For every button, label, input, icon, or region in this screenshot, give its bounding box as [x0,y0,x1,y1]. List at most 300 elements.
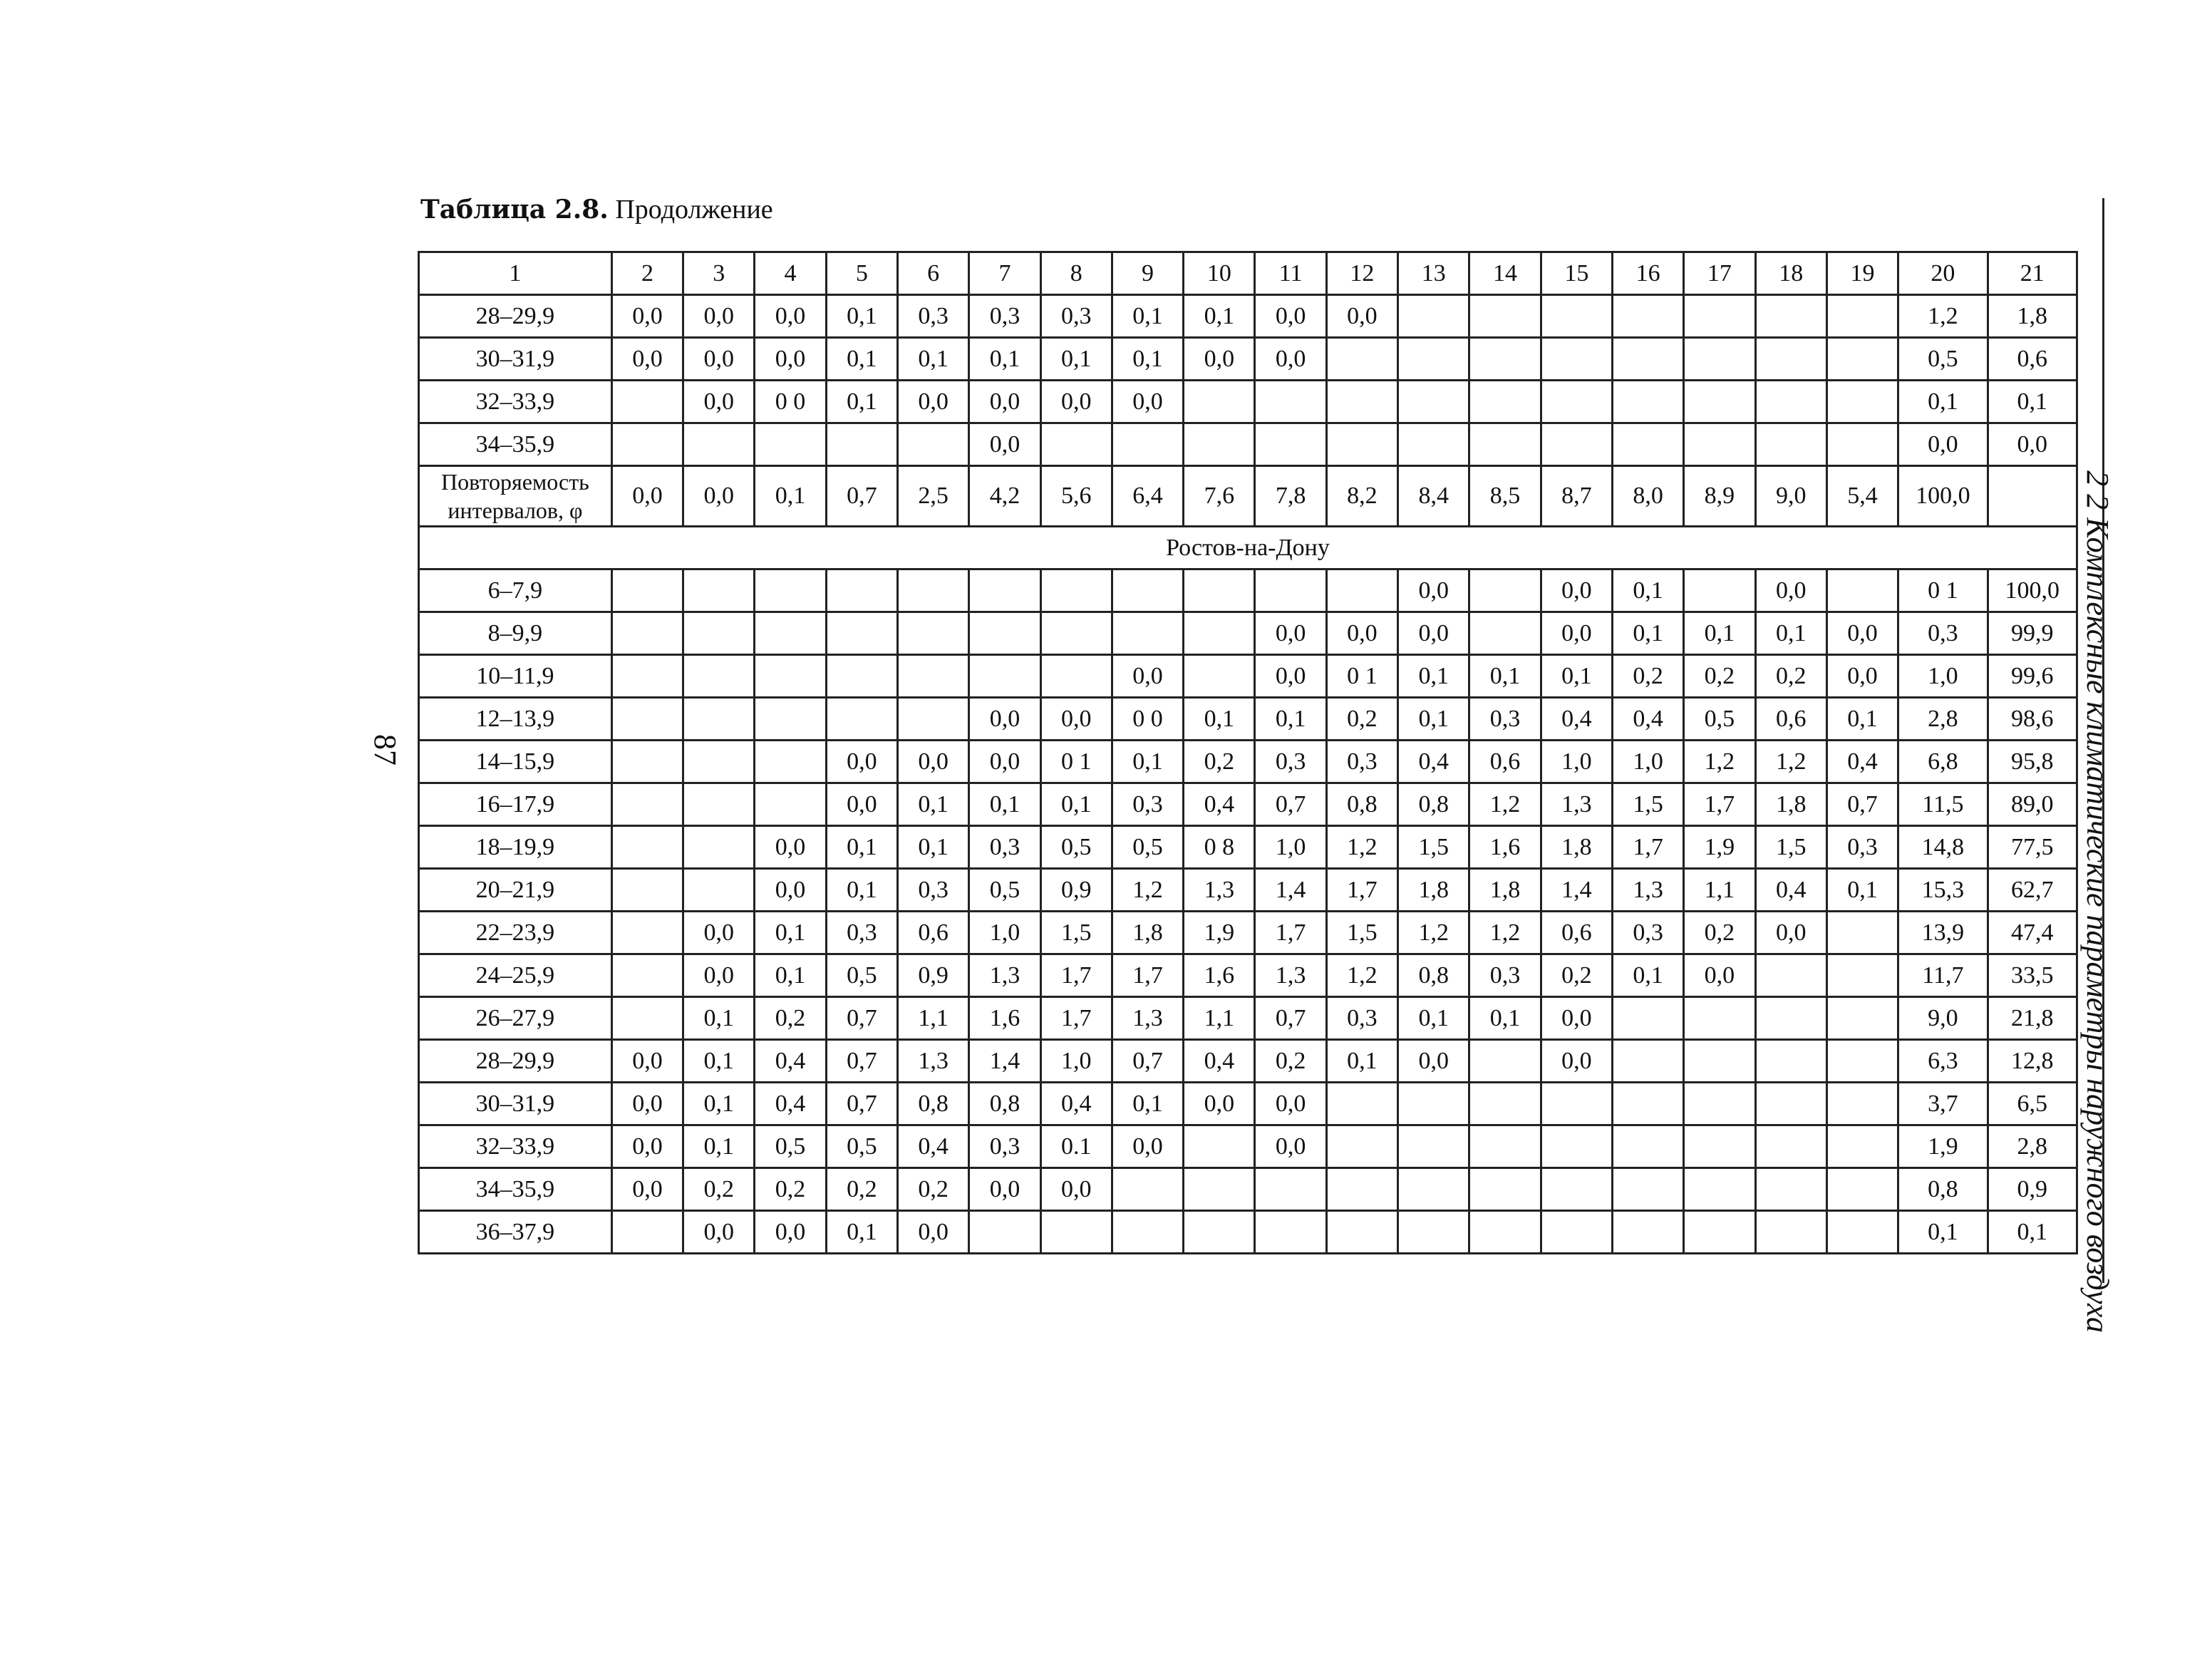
table-cell: 7,8 [1255,466,1326,527]
table-cell: 0,0 [1255,338,1326,381]
table-row [419,1083,2077,1125]
table-row [419,741,2077,783]
table-cell [1612,1125,1683,1168]
table-cell: 0,3 [1826,826,1898,869]
table-cell: 0,0 [1184,1083,1255,1125]
table-cell: 0,0 [969,381,1040,423]
table-cell: 0,1 [826,1211,897,1254]
table-cell [1684,381,1755,423]
table-cell [1541,1211,1612,1254]
table-cell: 0,0 [683,295,755,338]
table-cell [1612,338,1683,381]
table-cell: 5 [826,252,897,295]
table-cell [1612,423,1683,466]
table-cell: 0,1 [898,826,969,869]
running-head: 2 2 Комплексные климатические параметры наружного воздуха [2080,470,2115,1333]
table-cell: 0,3 [1255,741,1326,783]
table-cell: 0,0 [1255,655,1326,698]
table-cell: 0,0 [969,698,1040,741]
table-cell: 0,2 [1326,698,1397,741]
table-cell: 0,1 [1541,655,1612,698]
table-cell: 0,3 [898,295,969,338]
table-cell: 6,4 [1112,466,1183,527]
table-cell: 1,3 [969,954,1040,997]
table-cell: 77,5 [1988,826,2077,869]
table-cell: 21,8 [1988,997,2077,1040]
table-cell: 0,5 [826,954,897,997]
table-cell [683,741,755,783]
table-cell: 0,0 [1684,954,1755,997]
table-cell: 0,0 [611,1083,683,1125]
table-cell: 17 [1684,252,1755,295]
table-cell: 0,0 [1755,912,1826,954]
table-cell: 9,0 [1898,997,1988,1040]
table-cell: 0,0 [611,1125,683,1168]
table-cell: 0,0 [1826,612,1898,655]
table-cell: 0,7 [826,997,897,1040]
table-cell: 1,7 [1684,783,1755,826]
table-cell: 0,1 [1112,741,1183,783]
table-cell: 1,1 [898,997,969,1040]
table-cell: 0,0 [755,869,826,912]
table-cell: 0,0 [611,1168,683,1211]
table-cell: 0,3 [826,912,897,954]
table-row [419,1125,2077,1168]
table-cell [611,741,683,783]
table-cell [826,655,897,698]
table-cell [1684,338,1755,381]
table-cell: 0,3 [1898,612,1988,655]
table-cell [1541,423,1612,466]
table-cell [1112,569,1183,612]
row-label-cell: 34–35,9 [419,1168,612,1211]
table-cell: 0 8 [1184,826,1255,869]
table-row [419,338,2077,381]
row-label-cell: 30–31,9 [419,338,612,381]
table-cell: 0,1 [1612,612,1683,655]
table-cell [683,423,755,466]
table-cell: 0,3 [1469,954,1541,997]
table-cell: 6,8 [1898,741,1988,783]
table-cell [1541,295,1612,338]
table-cell [611,1211,683,1254]
table-cell: 11,5 [1898,783,1988,826]
table-cell [1326,1125,1397,1168]
table-cell [683,783,755,826]
table-cell: 0,0 [755,826,826,869]
table-cell: 0,1 [1255,698,1326,741]
table-cell: 20 [1898,252,1988,295]
table-cell [1184,1211,1255,1254]
row-label-cell: 26–27,9 [419,997,612,1040]
row-label-cell: 30–31,9 [419,1083,612,1125]
table-cell: 1,3 [1541,783,1612,826]
table-cell: 1,5 [1398,826,1469,869]
table-cell: 0 1 [1326,655,1397,698]
table-cell: 0,0 [1112,1125,1183,1168]
table-cell: 0,1 [683,1125,755,1168]
table-cell: 0,5 [755,1125,826,1168]
table-cell: 1,9 [1898,1125,1988,1168]
table-cell: 12 [1326,252,1397,295]
table-cell: 13 [1398,252,1469,295]
table-cell [1112,1168,1183,1211]
table-cell: 0,2 [898,1168,969,1211]
table-cell: 0,0 [969,423,1040,466]
table-cell [1326,1168,1397,1211]
table-cell: 0,1 [755,912,826,954]
table-cell: 1,7 [1326,869,1397,912]
table-cell: 0,7 [826,1040,897,1083]
table-cell: 0,0 [683,338,755,381]
table-cell: 0,8 [1898,1168,1988,1211]
table-cell: 1,4 [1541,869,1612,912]
table-cell: 0,2 [826,1168,897,1211]
table-cell: 15 [1541,252,1612,295]
table-cell [1755,1040,1826,1083]
table-cell [611,912,683,954]
table-cell: 62,7 [1988,869,2077,912]
table-cell: 0,4 [1398,741,1469,783]
table-cell: 1,7 [1612,826,1683,869]
table-cell: 0,1 [1898,381,1988,423]
table-cell [826,698,897,741]
table-cell: 0,1 [1988,381,2077,423]
row-label-cell: 34–35,9 [419,423,612,466]
table-row [419,997,2077,1040]
table-cell [1184,569,1255,612]
table-cell: 14,8 [1898,826,1988,869]
table-cell [1684,1083,1755,1125]
table-cell [1398,1168,1469,1211]
table-cell [1112,423,1183,466]
table-cell: 0 1 [1040,741,1112,783]
table-cell [898,569,969,612]
table-cell: 0,8 [969,1083,1040,1125]
row-label-cell: 32–33,9 [419,381,612,423]
table-cell: 11 [1255,252,1326,295]
table-cell: 0,9 [898,954,969,997]
table-cell: 0,7 [1255,783,1326,826]
table-cell: 0,5 [1112,826,1183,869]
table-row [419,869,2077,912]
table-cell [969,1211,1040,1254]
data-table [418,251,2078,1254]
table-cell [611,954,683,997]
table-cell: 0.1 [1040,1125,1112,1168]
table-cell [1684,295,1755,338]
table-cell [1398,1125,1469,1168]
table-cell: 0,4 [1755,869,1826,912]
table-cell [1184,1168,1255,1211]
table-cell: 95,8 [1988,741,2077,783]
table-cell [1826,338,1898,381]
table-cell [1541,1168,1612,1211]
table-cell [1826,997,1898,1040]
table-cell: 0,0 [755,1211,826,1254]
table-cell: 0,5 [1684,698,1755,741]
table-cell [611,826,683,869]
row-label-cell: 16–17,9 [419,783,612,826]
table-cell: 19 [1826,252,1898,295]
table-cell: 0,1 [826,381,897,423]
table-cell: 0,1 [1755,612,1826,655]
table-cell: 1,8 [1112,912,1183,954]
table-cell: 0,1 [1040,783,1112,826]
table-cell: 0,1 [1612,569,1683,612]
table-cell [1112,612,1183,655]
table-cell: 99,9 [1988,612,2077,655]
table-cell [1541,338,1612,381]
table-cell: 1,2 [1469,912,1541,954]
table-cell [683,826,755,869]
table-cell [898,698,969,741]
table-cell: 0,1 [1398,655,1469,698]
table-cell: 0,0 [1255,1083,1326,1125]
table-cell [1612,997,1683,1040]
table-cell: 0,0 [898,741,969,783]
table-cell: 0,5 [1898,338,1988,381]
table-cell [611,997,683,1040]
table-cell: 0,1 [1112,1083,1183,1125]
table-cell: 0,4 [1184,1040,1255,1083]
table-cell: 2,5 [898,466,969,527]
table-cell: 1,5 [1755,826,1826,869]
table-cell: 1,8 [1541,826,1612,869]
table-cell: 0,3 [969,295,1040,338]
table-cell: 0,3 [1040,295,1112,338]
table-cell: 4,2 [969,466,1040,527]
table-cell: 0,0 [969,1168,1040,1211]
table-cell: 1,0 [1898,655,1988,698]
table-row [419,912,2077,954]
table-cell [683,569,755,612]
table-cell: 47,4 [1988,912,2077,954]
table-cell: 0,1 [1398,698,1469,741]
table-cell: 1,0 [1541,741,1612,783]
table-cell: 1,3 [1612,869,1683,912]
table-cell: 0,1 [1469,997,1541,1040]
table-cell: 1,2 [1684,741,1755,783]
table-cell [1755,1211,1826,1254]
table-cell: 0,9 [1988,1168,2077,1211]
table-cell: 0,0 [683,954,755,997]
table-cell: 0,2 [1684,912,1755,954]
table-cell: 0 0 [755,381,826,423]
table-cell [1255,1211,1326,1254]
table-cell [1826,1083,1898,1125]
table-cell [611,569,683,612]
table-cell: 0,0 [1826,655,1898,698]
table-cell: 0,5 [969,869,1040,912]
table-cell [1755,295,1826,338]
table-cell: 0,4 [1040,1083,1112,1125]
table-cell [683,869,755,912]
table-cell: 0,5 [826,1125,897,1168]
table-cell: 0,3 [1469,698,1541,741]
table-cell: 0,6 [1469,741,1541,783]
table-cell [1755,1083,1826,1125]
table-cell: 0,0 [1541,1040,1612,1083]
table-cell [1040,423,1112,466]
table-caption-number: Таблица 2.8. [420,195,609,225]
table-row [419,783,2077,826]
table-cell: 0,3 [1112,783,1183,826]
table-cell: 98,6 [1988,698,2077,741]
city-heading-row [419,527,2077,569]
table-cell [1326,338,1397,381]
table-cell: 0,0 [611,1040,683,1083]
table-cell [611,655,683,698]
table-cell [611,423,683,466]
table-row [419,698,2077,741]
table-cell: 0,0 [683,912,755,954]
table-cell: 0,0 [898,1211,969,1254]
table-cell: 14 [1469,252,1541,295]
table-cell: 9,0 [1755,466,1826,527]
table-cell: 13,9 [1898,912,1988,954]
table-cell [1326,381,1397,423]
table-cell [1255,569,1326,612]
table-cell: 0,0 [1898,423,1988,466]
row-label-cell: 1 [419,252,612,295]
table-cell: 0,1 [826,826,897,869]
table-cell: 0,2 [1255,1040,1326,1083]
table-cell [683,698,755,741]
table-cell: 0,0 [1326,612,1397,655]
table-cell [1826,912,1898,954]
table-cell: 9 [1112,252,1183,295]
table-cell: 8,7 [1541,466,1612,527]
table-cell: 0,0 [1255,1125,1326,1168]
table-row [419,381,2077,423]
table-cell: 0,1 [683,1083,755,1125]
table-cell [1469,423,1541,466]
table-cell: 0,1 [1112,295,1183,338]
table-cell [1255,1168,1326,1211]
table-cell: 0,1 [1826,698,1898,741]
table-cell: 0,0 [611,295,683,338]
table-cell: 0,1 [1184,295,1255,338]
table-cell [1112,1211,1183,1254]
table-cell: 1,8 [1988,295,2077,338]
table-cell: 1,0 [1040,1040,1112,1083]
table-cell [1469,338,1541,381]
table-cell: 1,2 [1469,783,1541,826]
table-cell: 0,4 [755,1083,826,1125]
table-cell: 8,5 [1469,466,1541,527]
table-cell [1612,1040,1683,1083]
table-cell [1541,381,1612,423]
table-cell: 0,1 [1898,1211,1988,1254]
table-cell: 0,0 [611,338,683,381]
table-cell: 1,2 [1112,869,1183,912]
table-cell [1684,1040,1755,1083]
table-cell: 1,2 [1755,741,1826,783]
table-cell [1040,612,1112,655]
table-cell: 8,4 [1398,466,1469,527]
table-cell: 0,0 [755,295,826,338]
row-label-cell: 28–29,9 [419,1040,612,1083]
table-cell [683,655,755,698]
table-cell [755,741,826,783]
table-cell [1826,381,1898,423]
table-cell: 0,3 [969,826,1040,869]
table-row [419,295,2077,338]
table-cell [1255,381,1326,423]
table-cell: 0,0 [1112,655,1183,698]
row-label-cell: 12–13,9 [419,698,612,741]
table-cell [1398,423,1469,466]
table-cell [1398,381,1469,423]
table-cell: 0,1 [826,869,897,912]
table-cell: 7 [969,252,1040,295]
table-cell: 0,0 [1398,612,1469,655]
table-cell: 0,7 [1255,997,1326,1040]
table-cell: 1,8 [1755,783,1826,826]
table-cell [1612,1168,1683,1211]
table-cell [1184,423,1255,466]
table-row [419,1040,2077,1083]
table-cell [1469,1040,1541,1083]
table-cell [1398,1083,1469,1125]
table-cell: 0,1 [755,954,826,997]
table-cell: 2,8 [1988,1125,2077,1168]
table-cell: 0,0 [826,783,897,826]
table-cell [1469,1125,1541,1168]
city-heading: Ростов-на-Дону [419,527,2077,569]
table-cell [1755,997,1826,1040]
table-cell [1755,381,1826,423]
table-cell [1184,1125,1255,1168]
table-cell [969,612,1040,655]
table-cell: 6,3 [1898,1040,1988,1083]
table-cell [1040,1211,1112,1254]
table-cell: 0,0 [1398,1040,1469,1083]
table-cell: 0,1 [1184,698,1255,741]
table-cell: 0,1 [1684,612,1755,655]
table-cell [1684,1168,1755,1211]
table-cell: 0,1 [969,783,1040,826]
table-cell: 18 [1755,252,1826,295]
table-cell [755,423,826,466]
table-cell: 0,2 [1684,655,1755,698]
table-cell: 0,0 [1255,295,1326,338]
table-cell: 1,7 [1040,954,1112,997]
table-cell: 100,0 [1988,569,2077,612]
table-cell [1469,1211,1541,1254]
table-cell: 0,3 [1612,912,1683,954]
table-row [419,1168,2077,1211]
table-cell: 1,3 [898,1040,969,1083]
table-cell [1326,423,1397,466]
table-cell: 1,5 [1326,912,1397,954]
table-cell: 0,3 [1326,741,1397,783]
table-cell [1184,381,1255,423]
table-cell: 0,8 [1326,783,1397,826]
table-cell: 0,2 [1755,655,1826,698]
table-cell: 1,2 [1398,912,1469,954]
table-cell: 1,0 [1255,826,1326,869]
table-cell: 0,0 [1040,698,1112,741]
table-cell [1398,1211,1469,1254]
table-cell [611,869,683,912]
table-cell: 89,0 [1988,783,2077,826]
table-cell: 1,9 [1684,826,1755,869]
table-cell: 0,6 [1755,698,1826,741]
table-cell [1469,381,1541,423]
table-cell: 2 [611,252,683,295]
